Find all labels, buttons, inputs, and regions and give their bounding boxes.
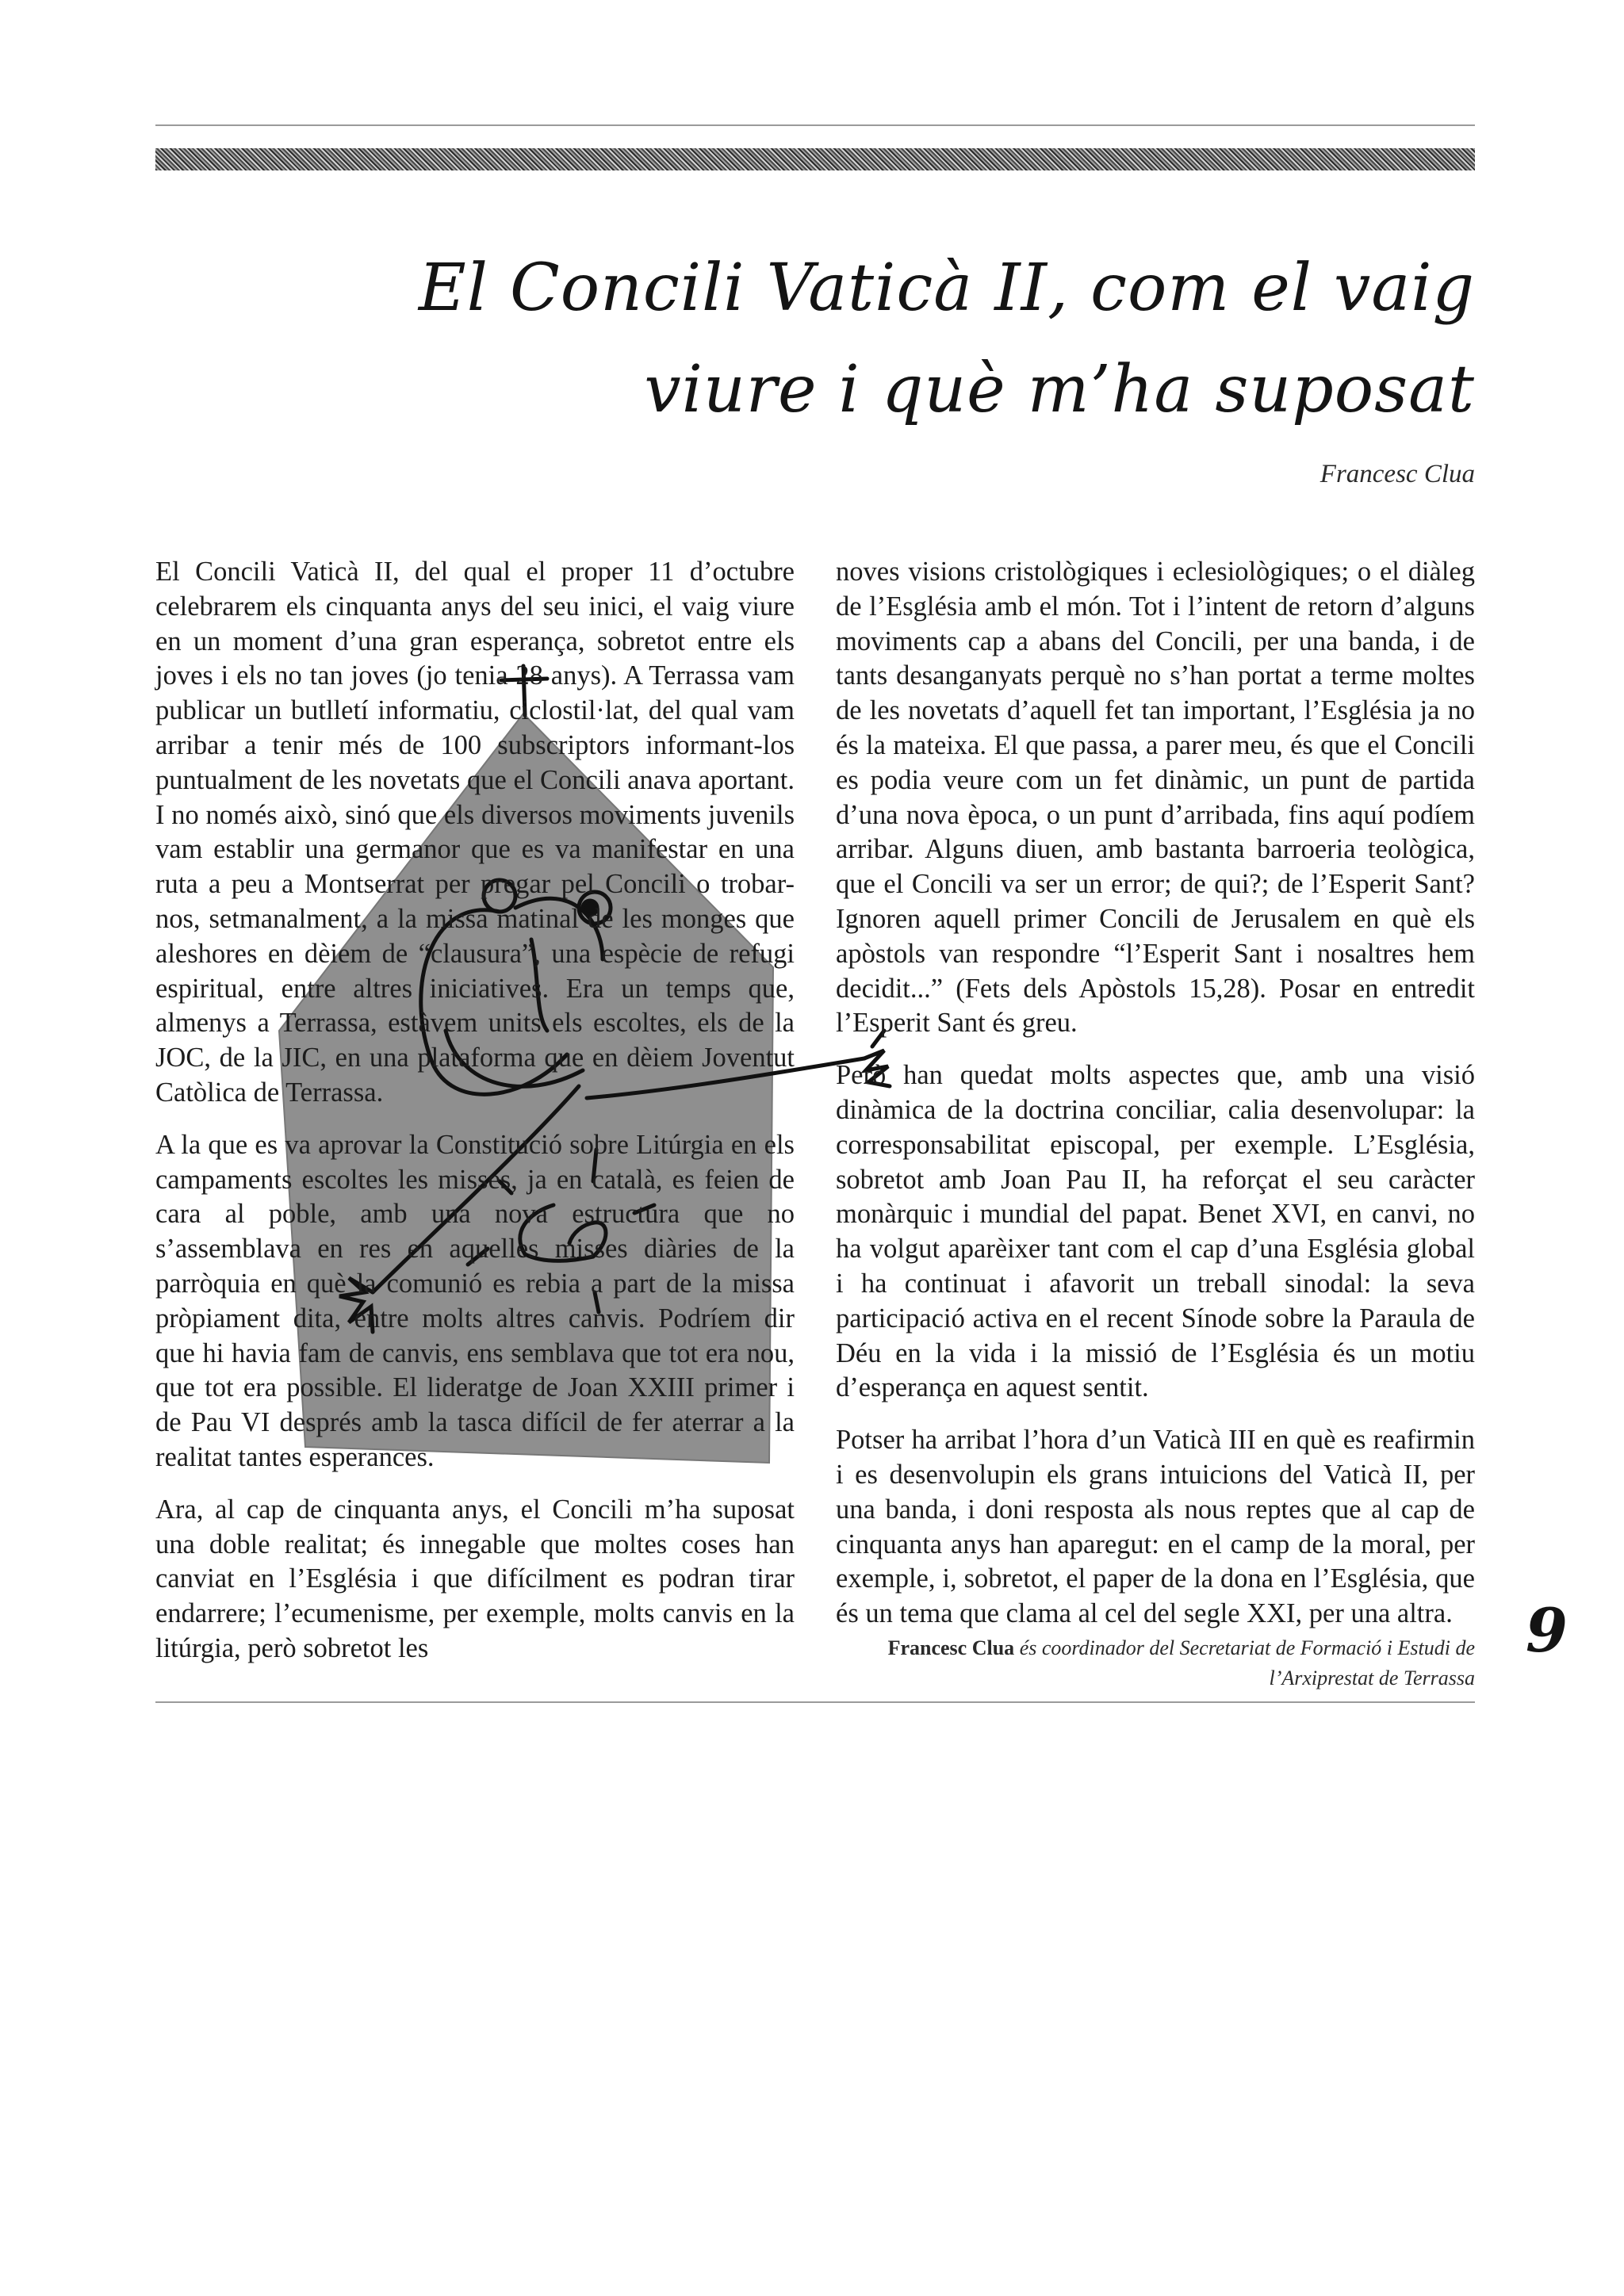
right-column [836,555,1475,1649]
paragraph: Ara, al cap de cinquanta anys, el Concili m’ha suposat una doble realitat; és innegable que moltes coses han canviat en l’Església i que difícilment es podran tirar endarrere; l’ecumenisme, per exemple, molts canvis en la litúrgia, però sobretot les [155,1494,795,1663]
article-title: El Concili Vaticà II, com el vaig viure i què m’ha suposat [418,251,1475,427]
paragraph: Potser ha arribat l’hora d’un Vaticà III en què es reafirmin i es desenvolupin els grans intuicions del Vaticà II, per una banda, i doni resposta als nous reptes que al cap de cinquanta anys han aparegut: en el camp de la moral, per exemple, i, sobretot, el paper de la dona en l’Església, que és un tema que clama al cel del segle XXI, per una altra. [836,1425,1475,1629]
page-number: 9 [1526,1595,1568,1666]
top-rule [155,124,1475,126]
left-column [155,555,795,1684]
paragraph: El Concili Vaticà II, del qual el proper 11 d’octubre celebrarem els cinquanta anys del seu inici, el vaig viure en un moment d’una gran esperança, sobretot entre els joves i els no tan joves (jo tenia 28 anys). A Terrassa vam publicar un butlletí informatiu, ciclostil·lat, del qual vam arribar a tenir més de 100 subscriptors informant-los puntualment de les novetats que el Concili anava aportant. I no només això, sinó que els diversos moviments juvenils vam establir una germanor que es va manifestar en una ruta a peu a Montserrat per pregar pel Concili o trobar-nos, setmanalment, a la missa matinal de les monges que aleshores en dèiem de “clausura”, una espècie de refugi espiritual, entre altres iniciatives. Era un temps que, almenys a Terrassa, estàvem units els escoltes, els de la JOC, de la JIC, en una plataforma que en dèiem Joventut Catòlica de Terrassa. [155,557,795,1108]
author-note [793,1633,1475,1693]
author-byline: Francesc Clua [1320,460,1475,488]
author-note-text: és coordinador del Secretariat de Formació i Estudi de l’Arxiprestat de Terrassa [1014,1636,1475,1689]
decorative-band [155,148,1475,170]
paragraph: Però han quedat molts aspectes que, amb una visió dinàmica de la doctrina conciliar, calia desenvolupar: la corresponsabilitat episcopal, per exemple. L’Església, sobretot amb Joan Pau II, ha reforçat el seu caràcter monàrquic i mundial del papat. Benet XVI, en canvi, no ha volgut aparèixer tant com el cap d’una Església global i ha continuat i afavorit un treball sinodal: la seva participació activa en el recent Sínode sobre la Paraula de Déu en la vida i la missió de l’Església és un motiu d’esperança en aquest sentit. [836,1060,1475,1403]
paragraph: A la que es va aprovar la Constitució sobre Litúrgia en els campaments escoltes les misses, ja en català, es feien de cara al poble, amb una nova estructura que no s’assemblava en res en aquelles misses diàries de la parròquia en què la comunió es rebia a part de la missa pròpiament dita, entre molts altres canvis. Podríem dir que hi havia fam de canvis, ens semblava que tot era nou, que tot era possible. El lideratge de Joan XXIII primer i de Pau VI després amb la tasca difícil de fer aterrar a la realitat tantes esperances. [155,1129,795,1472]
author-note-name: Francesc Clua [887,1636,1015,1659]
bottom-rule [155,1701,1475,1703]
paragraph: noves visions cristològiques i eclesiològiques; o el diàleg de l’Església amb el món. Tot i l’intent de retorn d’alguns moviments cap a abans del Concili, per una banda, i de tants desanganyats perquè no s’han portat a terme moltes de les novetats d’aquell fet tan important, l’Església ja no és la mateixa. El que passa, a parer meu, és que el Concili es podia veure com un fet dinàmic, un punt de partida d’una nova època, o un punt d’arribada, fins aquí podíem arribar. Alguns diuen, amb bastanta barroeria teològica, que el Concili va ser un error; de qui?; de l’Esperit Sant? Ignoren aquell primer Concili de Jerusalem en què els apòstols van respondre “l’Esperit Sant i nosaltres hem decidit...” (Fets dels Apòstols 15,28). Posar en entredit l’Esperit Sant és greu. [836,557,1475,1039]
